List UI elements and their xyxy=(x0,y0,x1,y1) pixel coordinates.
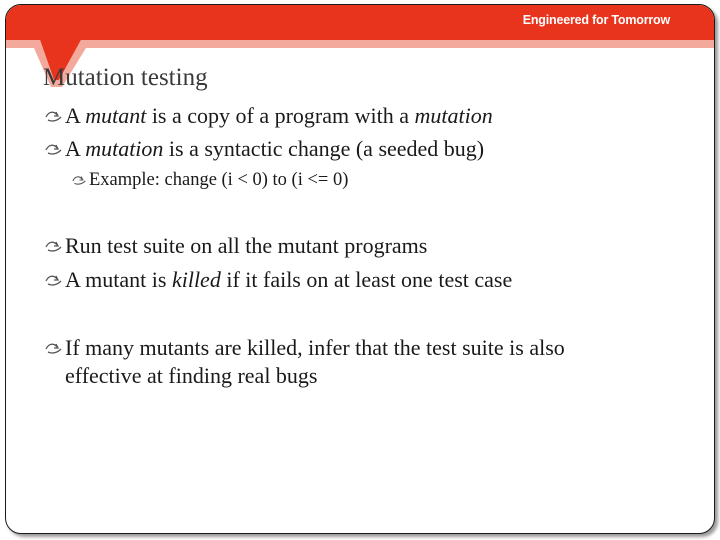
bullet-item xyxy=(45,102,493,130)
bullet-text-emphasis: killed xyxy=(171,267,221,292)
bullet-item xyxy=(45,135,484,163)
bullet-text: if it fails on at least one test case xyxy=(220,267,513,292)
brand-text: Engineered for Tomorrow xyxy=(522,13,670,27)
bullet-text: If many mutants are killed, infer that the test suite is also xyxy=(65,335,565,360)
bullet-text: is a syntactic change (a seeded bug) xyxy=(163,136,485,161)
bullet-icon xyxy=(45,143,63,155)
bullet-text: A xyxy=(65,136,86,161)
sub-bullet-item xyxy=(72,168,348,192)
bullet-item xyxy=(45,334,565,390)
bullet-text: Run test suite on all the mutant programs xyxy=(65,233,428,258)
bullet-icon xyxy=(72,175,87,185)
bullet-text: A xyxy=(65,103,86,128)
bullet-text-emphasis: mutation xyxy=(414,103,493,128)
bullet-item xyxy=(45,232,427,260)
bullet-text-emphasis: mutation xyxy=(85,136,164,161)
bullet-text: is a copy of a program with a xyxy=(146,103,415,128)
bullet-icon xyxy=(45,274,63,286)
bullet-text: Example: change (i < 0) to (i <= 0) xyxy=(89,170,349,190)
bullet-item xyxy=(45,266,512,294)
bullet-text-continuation: effective at finding real bugs xyxy=(65,363,318,388)
bullet-icon xyxy=(45,342,63,354)
bullet-icon xyxy=(45,240,63,252)
bullet-text: A mutant is xyxy=(65,267,172,292)
bullet-text-emphasis: mutant xyxy=(85,103,147,128)
bullet-icon xyxy=(45,110,63,122)
slide-title: Mutation testing xyxy=(43,64,208,91)
